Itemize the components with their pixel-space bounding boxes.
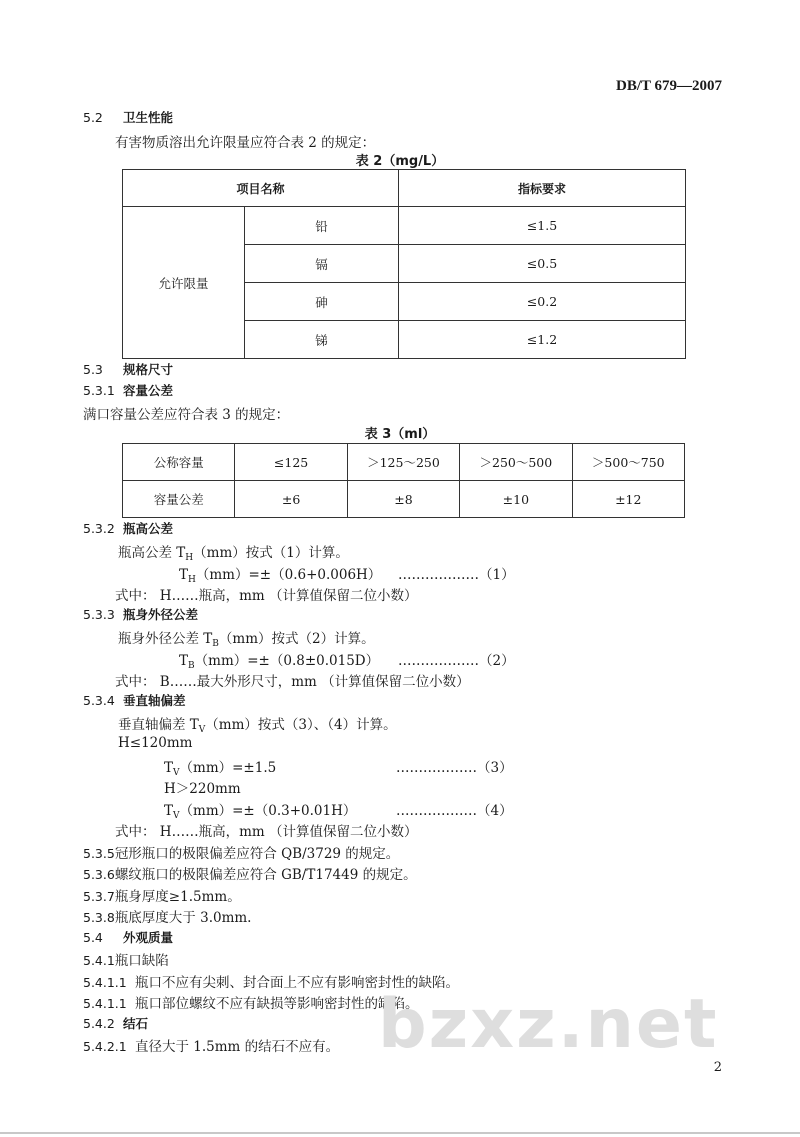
subscript: B — [188, 661, 195, 671]
formula-3-ref: ………………（3） — [396, 760, 513, 776]
section-5-3-7 — [83, 885, 241, 905]
section-text: 瓶口缺陷 — [114, 953, 169, 969]
section-title: 结石 — [123, 1016, 149, 1031]
formula-3 — [164, 756, 276, 778]
subscript: H — [185, 553, 194, 563]
section-title: 规格尺寸 — [123, 362, 174, 377]
section-number: 5.4.2.1 — [83, 1039, 127, 1054]
table-2-cell-value: ≤0.5 — [399, 245, 686, 283]
section-text: 瓶底厚度大于 3.0mm. — [114, 910, 252, 926]
section-5-3-6 — [83, 863, 417, 883]
section-5-4-1-1-b — [83, 992, 419, 1012]
section-number: 5.3.2 — [83, 521, 115, 536]
text: T — [164, 760, 174, 776]
section-5-4-heading — [83, 928, 173, 946]
text: （mm）=±1.5 — [179, 760, 277, 776]
section-5-3-3-heading — [83, 605, 198, 623]
section-5-3-3-where: 式中： B……最大外形尺寸，mm （计算值保留二位小数） — [115, 674, 470, 690]
condition-1: H≤120mm — [118, 735, 193, 751]
section-5-3-1-heading — [83, 381, 173, 399]
section-text: 直径大于 1.5mm 的结石不应有。 — [135, 1039, 340, 1055]
section-number: 5.4 — [83, 930, 103, 945]
table-3-cell: ±10 — [460, 481, 572, 518]
section-5-2-heading — [83, 108, 173, 126]
section-number: 5.3.8 — [83, 910, 115, 925]
text: （mm）按式（2）计算。 — [218, 631, 375, 647]
text: T — [164, 803, 174, 819]
section-number: 5.4.1.1 — [83, 975, 127, 990]
table-3-cell: ±12 — [572, 481, 684, 518]
table-2-cell-item: 铅 — [245, 207, 399, 245]
formula-4-ref: ………………（4） — [396, 803, 513, 819]
section-text: 冠形瓶口的极限偏差应符合 QB/3729 的规定。 — [114, 846, 400, 862]
text: 瓶高公差 T — [118, 545, 186, 561]
section-5-3-2-intro — [118, 541, 349, 563]
table-3-cell: ＞500～750 — [572, 444, 684, 481]
section-5-4-2-1 — [83, 1035, 339, 1055]
section-5-2-text: 有害物质溶出允许限量应符合表 2 的规定： — [115, 135, 376, 151]
section-5-3-heading — [83, 360, 173, 378]
section-number: 5.4.1 — [83, 953, 115, 968]
section-title: 瓶高公差 — [123, 521, 174, 536]
table-3-cell: ±8 — [347, 481, 459, 518]
section-number: 5.2 — [83, 110, 103, 125]
condition-2: H＞220mm — [164, 781, 241, 797]
section-5-4-1 — [83, 949, 169, 969]
watermark: bzxz.net — [378, 985, 719, 1064]
table-3-cell: 容量公差 — [123, 481, 235, 518]
section-5-3-4-heading — [83, 691, 186, 709]
section-number: 5.3.3 — [83, 607, 115, 622]
bottom-divider — [0, 1132, 800, 1134]
text: （mm）按式（3）、（4）计算。 — [205, 717, 397, 733]
table-2 — [122, 169, 686, 359]
section-text: 瓶口不应有尖刺、封合面上不应有影响密封性的缺陷。 — [135, 975, 459, 991]
section-title: 容量公差 — [123, 383, 174, 398]
section-number: 5.3.7 — [83, 889, 115, 904]
text: （mm）=±（0.3+0.01H） — [179, 803, 357, 819]
section-5-3-1-text: 满口容量公差应符合表 3 的规定： — [83, 407, 290, 423]
subscript: V — [198, 725, 206, 735]
formula-1-ref: ………………（1） — [398, 567, 515, 583]
formula-2 — [179, 649, 379, 671]
section-number: 5.3.6 — [83, 867, 115, 882]
table-2-cell-item: 镉 — [245, 245, 399, 283]
subscript: V — [173, 811, 180, 821]
table-2-cell-item: 锑 — [245, 321, 399, 359]
table-2-header-item: 项目名称 — [123, 170, 399, 207]
table-3-cell: ＞125～250 — [347, 444, 459, 481]
section-5-3-4-where: 式中： H……瓶高，mm （计算值保留二位小数） — [115, 824, 418, 840]
text: （mm）=±（0.8±0.015D） — [194, 653, 380, 669]
section-title: 瓶身外径公差 — [123, 607, 199, 622]
text: （mm）=±（0.6+0.006H） — [195, 567, 382, 583]
section-number: 5.4.2 — [83, 1016, 115, 1031]
table-2-group-label: 允许限量 — [123, 207, 245, 359]
text: T — [179, 653, 189, 669]
table-3 — [122, 443, 685, 518]
section-number: 5.4.1.1 — [83, 996, 127, 1011]
section-title: 垂直轴偏差 — [123, 693, 186, 708]
document-code: DB/T 679—2007 — [616, 78, 722, 94]
section-5-4-2-heading — [83, 1014, 148, 1032]
section-text: 瓶口部位螺纹不应有缺损等影响密封性的缺陷。 — [135, 996, 419, 1012]
section-title: 外观质量 — [123, 930, 174, 945]
section-5-3-3-intro — [118, 627, 375, 649]
section-5-3-2-heading — [83, 519, 173, 537]
section-number: 5.3 — [83, 362, 103, 377]
section-text: 螺纹瓶口的极限偏差应符合 GB/T17449 的规定。 — [114, 867, 417, 883]
table-3-caption: 表 3（ml） — [364, 427, 436, 442]
text: 垂直轴偏差 T — [118, 717, 199, 733]
table-3-cell: ＞250～500 — [460, 444, 572, 481]
page-number: 2 — [713, 1060, 722, 1075]
formula-1 — [179, 563, 381, 585]
table-2-cell-value: ≤1.5 — [399, 207, 686, 245]
formula-4 — [164, 799, 356, 821]
section-5-3-5 — [83, 842, 399, 862]
section-title: 卫生性能 — [123, 110, 174, 125]
formula-2-ref: ………………（2） — [398, 653, 515, 669]
table-3-cell: ≤125 — [235, 444, 347, 481]
section-5-3-2-where: 式中： H……瓶高，mm （计算值保留二位小数） — [115, 588, 418, 604]
section-number: 5.3.5 — [83, 846, 115, 861]
subscript: B — [212, 639, 219, 649]
section-number: 5.3.4 — [83, 693, 115, 708]
subscript: V — [173, 768, 180, 778]
section-5-3-8 — [83, 906, 251, 926]
subscript: H — [188, 575, 196, 585]
table-3-cell: ±6 — [235, 481, 347, 518]
section-text: 瓶身厚度≥1.5mm。 — [114, 889, 241, 905]
table-2-cell-item: 砷 — [245, 283, 399, 321]
section-5-3-4-intro — [118, 713, 397, 735]
table-2-cell-value: ≤0.2 — [399, 283, 686, 321]
table-3-cell: 公称容量 — [123, 444, 235, 481]
table-2-cell-value: ≤1.2 — [399, 321, 686, 359]
text: 瓶身外径公差 T — [118, 631, 213, 647]
table-2-header-requirement: 指标要求 — [399, 170, 686, 207]
text: T — [179, 567, 189, 583]
table-2-caption: 表 2（mg/L） — [355, 154, 445, 169]
section-number: 5.3.1 — [83, 383, 115, 398]
text: （mm）按式（1）计算。 — [193, 545, 349, 561]
